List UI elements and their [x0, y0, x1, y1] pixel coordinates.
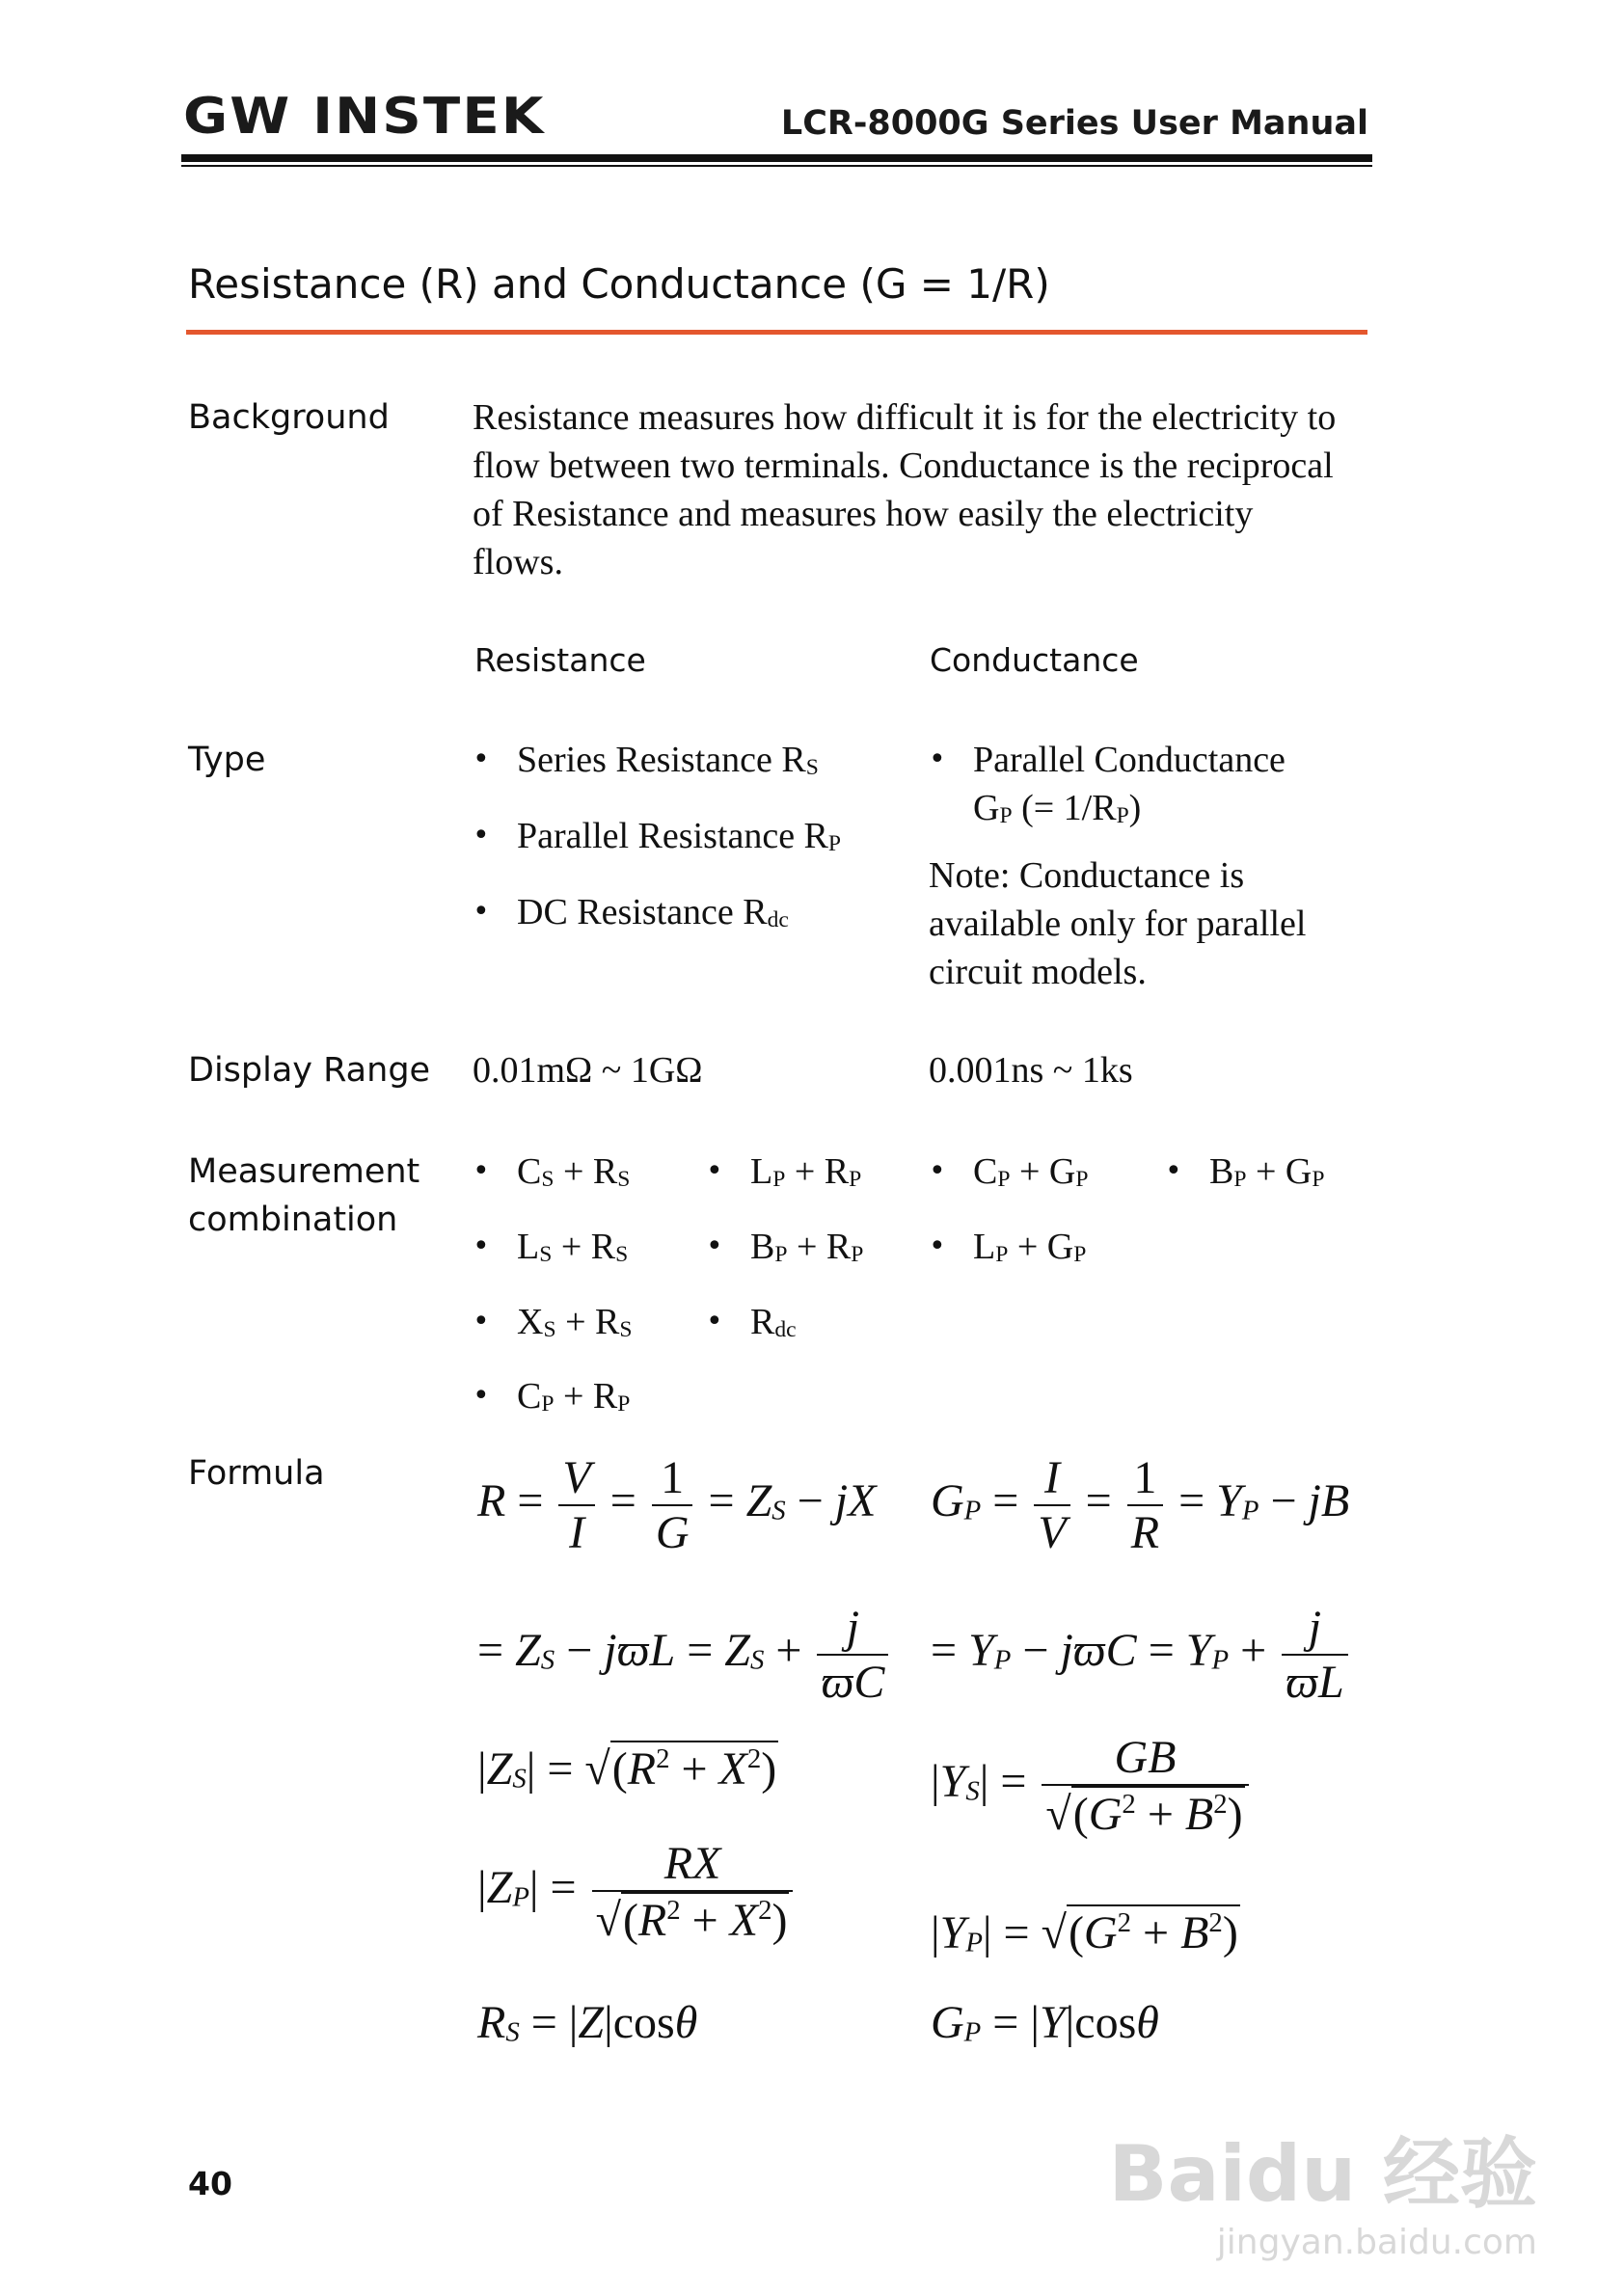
- measurement-r-col2: [706, 1148, 863, 1353]
- formula-yp-magnitude: $|Y_P| = √(G^2 + B^2)$: [931, 1904, 1240, 1959]
- display-range-resistance: 0.01mΩ ~ 1GΩ: [473, 1050, 703, 1091]
- list-item: • $L_S + R_S$: [473, 1223, 632, 1279]
- watermark-logo-text: Baidu 经验: [1108, 2129, 1537, 2219]
- list-item: • $C_P + G_P$: [929, 1148, 1088, 1203]
- formula-rs: $R_S = |Z|\cos\theta$: [477, 1997, 698, 2048]
- column-header-conductance: Conductance: [930, 641, 1139, 679]
- formula-g-definition: $G_P$ = $\frac{I}{V}$ = $\frac{1}{R}$ = $Y_P$ − jB: [931, 1452, 1350, 1558]
- list-item: • $B_P + G_P$: [1165, 1148, 1324, 1203]
- formula-r-reactance: = $Z_S - jϖL = Z_S$ + $\frac{j}{ϖC}$: [477, 1601, 892, 1709]
- background-text: Resistance measures how difficult it is for the electricity to flow between two terminals. Conductance is the reciprocal of Resistance and measures how easily the electricity flows.: [473, 397, 1337, 582]
- formula-ys-magnitude: $|Y_S|$ = $\frac{GB}{√(G^2 + B^2)}$: [931, 1731, 1253, 1841]
- list-item: • $B_P + R_P$: [706, 1223, 863, 1279]
- watermark: [1109, 2112, 1537, 2262]
- type-conductance-list: [929, 736, 1372, 840]
- label-type: Type: [188, 741, 266, 779]
- display-range-conductance: 0.001ns ~ 1ks: [929, 1050, 1133, 1091]
- label-display-range: Display Range: [188, 1051, 431, 1090]
- header-rule-thin: [181, 165, 1372, 167]
- formula-zp-magnitude: $|Z_P|$ = $\frac{RX}{√(R^2 + X^2)}$: [477, 1837, 797, 1947]
- label-background: Background: [188, 398, 390, 437]
- formula-zs-magnitude: $|Z_S| = √(R^2 + X^2)$: [477, 1741, 778, 1796]
- section-divider: [186, 330, 1367, 335]
- column-header-resistance: Resistance: [474, 641, 646, 679]
- manual-title: LCR-8000G Series User Manual: [780, 104, 1368, 143]
- list-item: • $C_P + R_P$: [473, 1372, 632, 1428]
- list-item: • Parallel Conductance $G_P$ (= $1/R_P$): [929, 736, 1372, 840]
- brand-logo: GW INSTEK: [183, 88, 546, 146]
- type-resistance-list: [473, 736, 841, 943]
- header-rule: [181, 154, 1372, 162]
- label-formula: Formula: [188, 1454, 325, 1493]
- list-item: • $C_S + R_S$: [473, 1148, 632, 1203]
- measurement-g-col1: [929, 1148, 1088, 1279]
- list-item: • $X_S + R_S$: [473, 1298, 632, 1354]
- conductance-note: Note: Conductance is available only for parallel circuit models.: [929, 855, 1307, 992]
- list-item: • DC Resistance $R_{dc}$: [473, 888, 841, 944]
- formula-gp: $G_P = |Y|\cos\theta$: [931, 1997, 1159, 2048]
- page-number: 40: [188, 2165, 232, 2202]
- list-item: • $L_P + G_P$: [929, 1223, 1088, 1279]
- watermark-url: jingyan.baidu.com: [1216, 2223, 1537, 2262]
- formula-r-definition: R = $\frac{V}{I}$ = $\frac{1}{G}$ = $Z_S$ − jX: [477, 1452, 877, 1558]
- list-item: • $L_P + R_P$: [706, 1148, 863, 1203]
- list-item: • Series Resistance $R_S$: [473, 736, 841, 792]
- section-title: Resistance (R) and Conductance (G = 1/R): [188, 260, 1050, 308]
- measurement-g-col2: [1165, 1148, 1324, 1203]
- list-item: • Parallel Resistance $R_P$: [473, 812, 841, 868]
- formula-g-susceptance: = $Y_P - jϖC = Y_P$ + $\frac{j}{ϖL}$: [931, 1601, 1352, 1709]
- list-item: • $R_{dc}$: [706, 1298, 863, 1354]
- measurement-r-col1: [473, 1148, 632, 1428]
- label-measurement: Measurement combination: [188, 1152, 420, 1239]
